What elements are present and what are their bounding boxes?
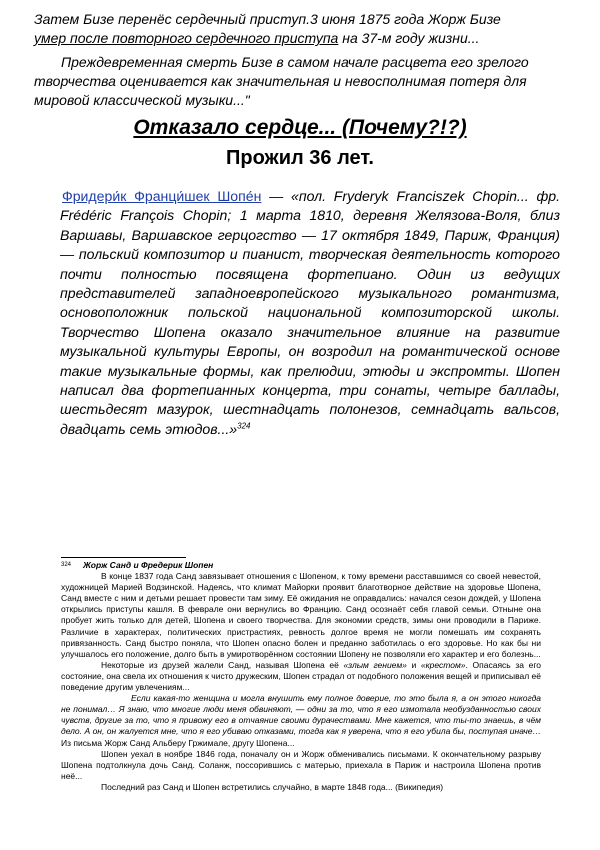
footnote-p2-cross: «крестом» [420,659,466,670]
footnote-block [61,560,541,793]
underlined-phrase: умер после повторного сердечного приступа [34,30,339,46]
heading-sub: Прожил 36 лет. [226,147,374,169]
footnote-quote: Если какая-то женщина и могла внушить ему полное доверие, то это была я, а он этого никогда не понимал… Я знаю, что многие люди меня обвиняют, — одни за то, что я его измотала необузданностью своих чувств, другие за то, что я привожу его в отчаяние своими дурачествами. Мне кажется, что ты-то знаешь, в чём дело. А он, он жалуется мне, что я его убиваю отказами, тогда как я уверена, что я его убила бы, поступая иначе… [61,693,541,737]
chopin-link[interactable]: Фридери́к Франци́шек Шопе́н [62,188,262,204]
footnote-p2-start: Некоторые из друзей жалели Санд, называя Шопена её [101,659,344,670]
intro-paragraph-1 [34,10,574,48]
footnote-divider [61,557,186,558]
footnote-reference[interactable]: 324 [237,421,251,431]
footnote-quote-source: Из письма Жорж Санд Альберу Гржимале, другу Шопена... [61,737,295,748]
intro-line-2-rest: на 37-м году жизни... [338,30,480,46]
chopin-text: — «пол. Fryderyk Franciszek Chopin... фр. Frédéric François Chopin; 1 марта 1810, деревня Желязова-Воля, близ Варшавы, Варшавское герцогство — 17 октября 1849, Париж, Франция) — польский композитор и пианист, творческая деятельность которого почти полностью посвящена фортепиано. Один из ведущих представителей западноевропейского музыкального романтизма, основоположник польской национальной композиторской школы. Творчество Шопена оказало значительное влияние на развитие музыкальной культуры Европы, он возродил на романтической основе такие музыкальные формы, как прелюдии, этюды и экспромты. Шопен написал два фортепианных концерта, три сонаты, четыре баллады, шестьдесят мазурок, шестнадцать полонезов, семнадцать вальсов, двадцать семь этюдов...» [60,188,560,437]
footnote-p2-and: и [406,659,421,670]
footnote-paragraph-1: В конце 1837 года Санд завязывает отношения с Шопеном, к тому времени расставшимся со своей невестой, художницей Марией Водзинской. Надеясь, что климат Майорки проявит благотворное действие на здоровье Шопена, Санд вместе с ним и детьми решает провести там зиму. Её ожидания не оправдались: начался сезон дождей, у Шопена открылись приступы кашля. В феврале они вернулись во Францию. Санд осознаёт себя главой семьи. Отныне она пробует жить только для детей, Шопена и своего творчества. Для экономии средств, зимы они проводили в Париже. Различие в характерах, политических пристрастиях, ревность долгое время не могли помешать им сохранять привязанность. Санд быстро поняла, что Шопен опасно болен и преданно заботилась о его здоровье. Но как бы ни улучшалось его положение, долго быть в умиротворённом состоянии Шопену не позволяли его характер и его болезнь... [61,571,541,659]
footnote-paragraph-3 [61,693,541,748]
footnote-paragraph-4: Шопен уехал в ноябре 1846 года, поначалу он и Жорж обменивались письмами. К окончательному разрыву Шопена подтолкнула дочь Санд. Соланж, поссорившись с матерью, приехала в Париж и настроила Шопена против неё... [61,748,541,781]
footnote-paragraph-2 [61,660,541,693]
heading-main: Отказало сердце... (Почему?!?) [133,116,467,139]
footnote-p2-rest: . Опасаясь за его состояние, она свела их отношения к чисто дружеским, Шопен страдал от подобного положения вещей и приписывал её поведение другим увлечениям... [61,659,541,693]
footnote-number: 324 [61,562,72,568]
intro-paragraph-2: Преждевременная смерть Бизе в самом начале расцвета его зрелого творчества оценивается как значительная и невосполнимая потеря для мировой классической музыки..." [34,54,529,108]
footnote-heading [61,560,541,571]
footnote-title: Жорж Санд и Фредерик Шопен [83,560,214,570]
chopin-paragraph [60,187,560,439]
intro-line-1: Затем Бизе перенёс сердечный приступ.3 июня 1875 года Жорж Бизе [34,11,501,27]
footnote-paragraph-5: Последний раз Санд и Шопен встретились случайно, в марте 1848 года... (Википедия) [101,781,444,792]
footnote-p2-evil-genius: «злым гением» [343,659,407,670]
intro-block [34,10,574,110]
